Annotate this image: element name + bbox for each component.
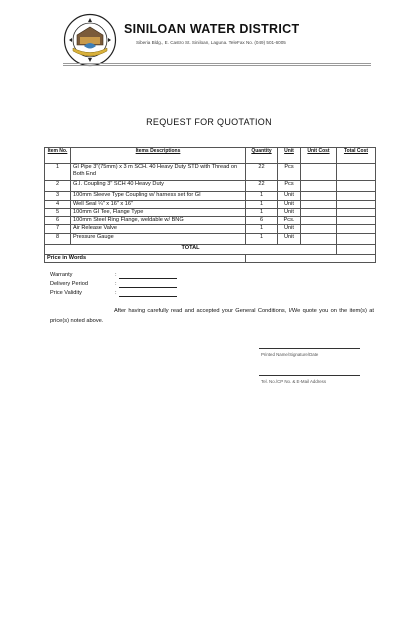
item-quantity: 1 <box>246 201 278 209</box>
col-header-description: Items Descriptions <box>71 148 246 164</box>
item-unit-cost <box>301 164 337 181</box>
col-header-item-no: Item No. <box>45 148 71 164</box>
item-description: Air Release Valve <box>71 225 246 234</box>
price-in-words-row <box>45 255 376 263</box>
header-divider <box>63 63 371 64</box>
signature-line-2 <box>259 375 360 376</box>
header-divider-2 <box>63 65 371 66</box>
item-unit-cost <box>301 209 337 217</box>
item-no: 5 <box>45 209 71 217</box>
item-quantity: 1 <box>246 192 278 201</box>
item-unit-cost <box>301 217 337 225</box>
item-total-cost <box>337 192 376 201</box>
item-no: 3 <box>45 192 71 201</box>
warranty-separator: : <box>115 272 117 278</box>
delivery-period-label: Delivery Period <box>50 281 88 287</box>
warranty-label: Warranty <box>50 272 73 278</box>
table-row <box>45 209 376 217</box>
item-no: 1 <box>45 164 71 181</box>
item-quantity: 22 <box>246 164 278 181</box>
signature-caption-2: Tel. No./CP No. & E-Mail Address <box>261 379 327 384</box>
item-description: 100mm GI Tee, Flange Type <box>71 209 246 217</box>
org-address: Siberia Bldg., E. Castro St. Siniloan, Laguna. TeleFax No. (049) 501-6005 <box>136 40 286 45</box>
item-total-cost <box>337 209 376 217</box>
item-no: 4 <box>45 201 71 209</box>
item-total-cost <box>337 217 376 225</box>
total-amount <box>337 245 376 255</box>
price-validity-blank <box>119 290 177 297</box>
item-unit: Unit <box>278 192 301 201</box>
total-label: TOTAL <box>45 245 337 255</box>
item-total-cost <box>337 164 376 181</box>
delivery-period-blank <box>119 281 177 288</box>
item-no: 7 <box>45 225 71 234</box>
item-unit-cost <box>301 201 337 209</box>
col-header-quantity: Quantity <box>246 148 278 164</box>
quotation-table <box>44 147 376 263</box>
item-no: 2 <box>45 181 71 192</box>
item-no: 6 <box>45 217 71 225</box>
item-unit: Unit <box>278 225 301 234</box>
price-validity-row <box>50 290 177 299</box>
item-no: 8 <box>45 234 71 245</box>
item-quantity: 22 <box>246 181 278 192</box>
item-unit: Pcs <box>278 181 301 192</box>
item-description: G.I. Coupling 3" SCH 40 Heavy Duty <box>71 181 246 192</box>
table-row <box>45 201 376 209</box>
delivery-period-row <box>50 281 177 290</box>
item-unit: Pcs. <box>278 217 301 225</box>
warranty-row <box>50 272 177 281</box>
siniloan-water-district-seal <box>63 13 117 67</box>
item-quantity: 1 <box>246 209 278 217</box>
item-description: 100mm Sleeve Type Coupling w/ harness set for GI <box>71 192 246 201</box>
item-description: Well Seal ¼" x 16" x 16" <box>71 201 246 209</box>
item-total-cost <box>337 234 376 245</box>
delivery-period-separator: : <box>115 281 117 287</box>
terms-block <box>50 272 177 299</box>
item-description: Pressure Gauge <box>71 234 246 245</box>
item-unit-cost <box>301 181 337 192</box>
total-row <box>45 245 376 255</box>
table-row <box>45 217 376 225</box>
acceptance-statement: After having carefully read and accepted your General Conditions, I/We quote you on the item(s) at price(s) noted above. <box>50 308 374 324</box>
warranty-blank <box>119 272 177 279</box>
document-title: REQUEST FOR QUOTATION <box>146 117 272 127</box>
item-quantity: 1 <box>246 225 278 234</box>
item-unit: Unit <box>278 201 301 209</box>
table-row <box>45 234 376 245</box>
col-header-total-cost: Total Cost <box>337 148 376 164</box>
item-quantity: 1 <box>246 234 278 245</box>
item-unit: Unit <box>278 234 301 245</box>
col-header-unit-cost: Unit Cost <box>301 148 337 164</box>
item-unit: Pcs <box>278 164 301 181</box>
org-name: SINILOAN WATER DISTRICT <box>124 22 300 36</box>
item-unit-cost <box>301 234 337 245</box>
item-description: GI Pipe 3"(75mm) x 3 m SCH. 40 Heavy Duty STD with Thread on Both End <box>71 164 246 181</box>
price-validity-separator: : <box>115 290 117 296</box>
table-row <box>45 181 376 192</box>
table-row <box>45 225 376 234</box>
price-in-words-label: Price in Words <box>45 255 246 263</box>
signature-line-1 <box>259 348 360 349</box>
item-total-cost <box>337 201 376 209</box>
col-header-unit: Unit <box>278 148 301 164</box>
price-in-words-value <box>246 255 376 263</box>
item-unit-cost <box>301 225 337 234</box>
signature-caption-1: Printed Name/Signature/Date <box>261 352 319 357</box>
item-description: 100mm Steel Ring Flange, weldable w/ BNG <box>71 217 246 225</box>
table-row <box>45 192 376 201</box>
item-unit-cost <box>301 192 337 201</box>
item-unit: Unit <box>278 209 301 217</box>
item-total-cost <box>337 225 376 234</box>
price-validity-label: Price Validity <box>50 290 82 296</box>
table-row <box>45 164 376 181</box>
item-total-cost <box>337 181 376 192</box>
item-quantity: 6 <box>246 217 278 225</box>
